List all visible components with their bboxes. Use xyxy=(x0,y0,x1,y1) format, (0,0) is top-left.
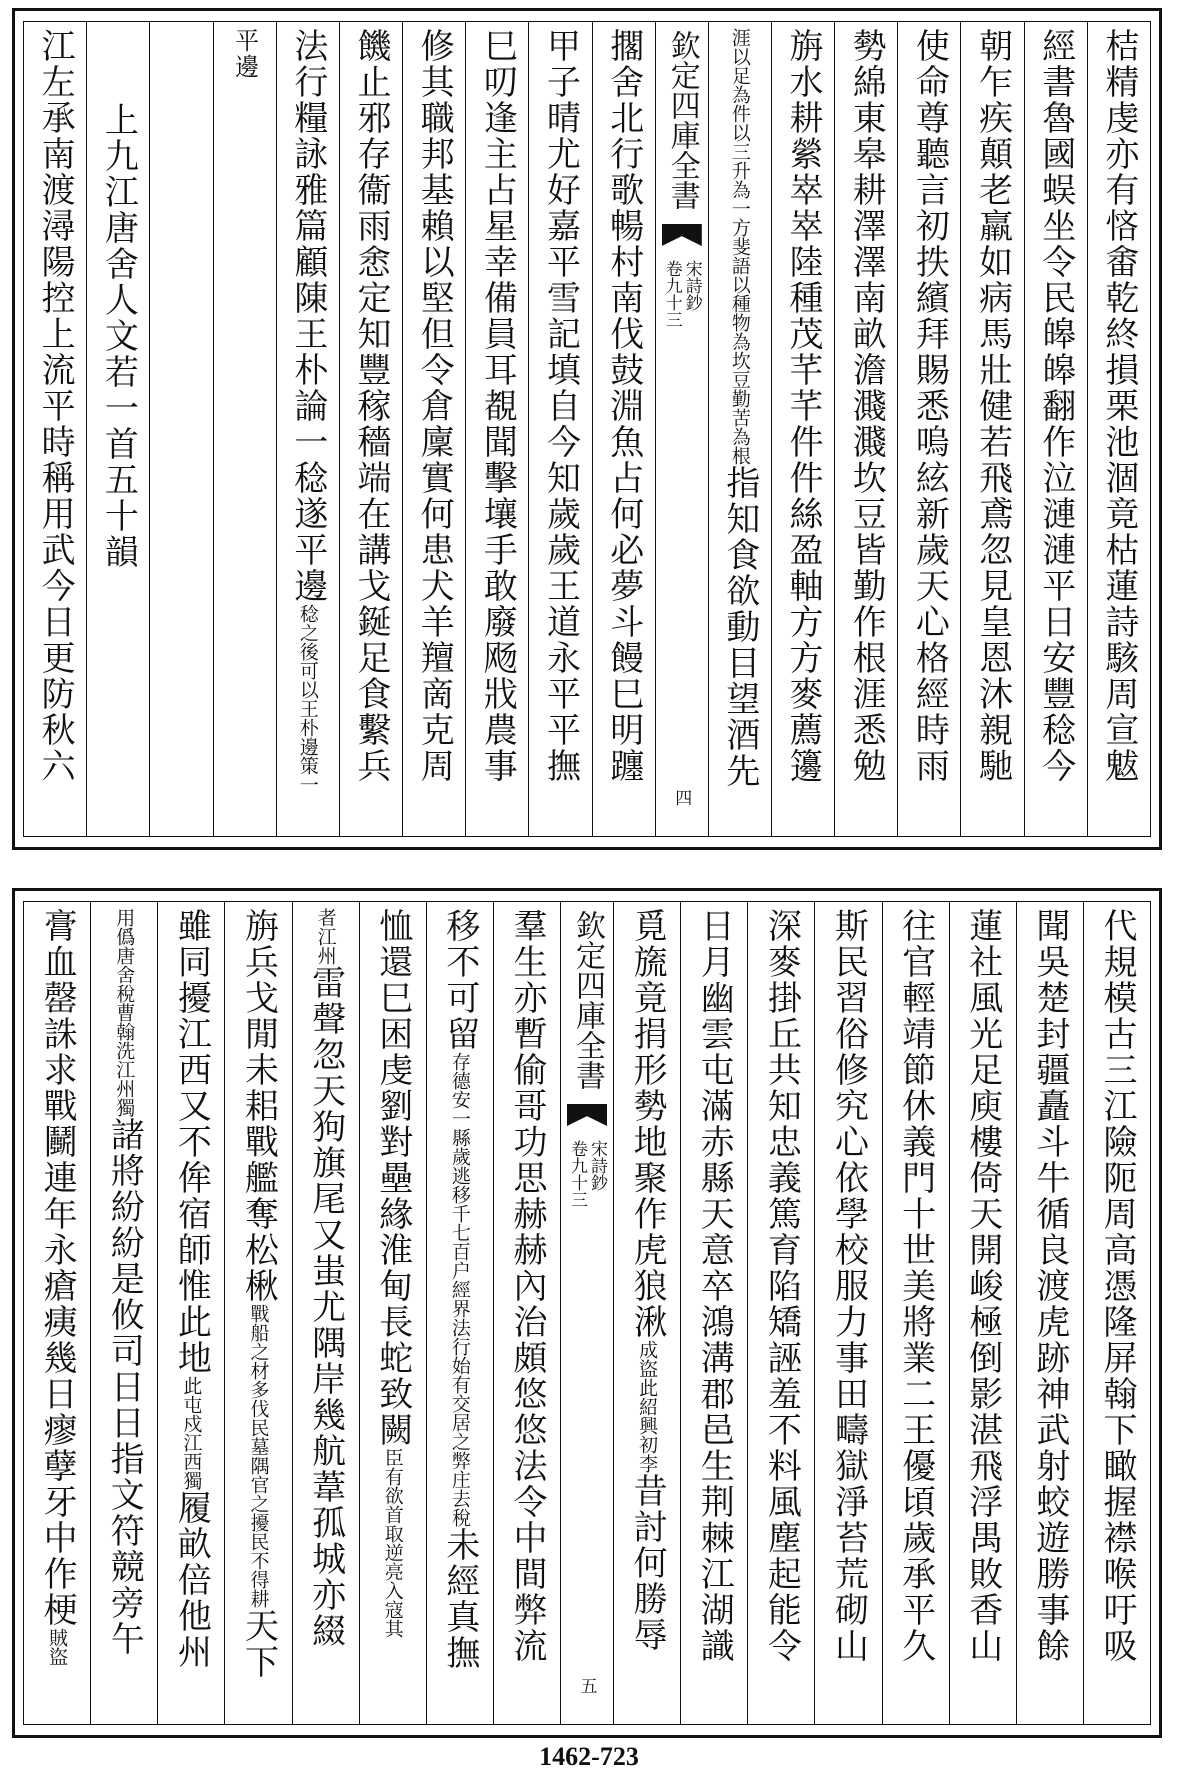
text-column: 斯民習俗修究心依學校服力事田疇獄淨苔荒砌山 xyxy=(814,902,881,1724)
bottom-page xyxy=(12,888,1162,1738)
book-title: 欽定四庫全書 xyxy=(570,910,605,1090)
volume-number: 卷九十三 xyxy=(567,1140,587,1208)
text-column: 饑止邪存衞雨悆定知豐稼穡端在講戈鋋足食繫兵 xyxy=(339,22,402,836)
book-title: 欽定四庫全書 xyxy=(664,30,700,210)
annotated-column: 移不可留 經界法行始有交居之弊庄去稅 存德安一縣歲逃移千七百户 未經真撫 xyxy=(426,902,493,1724)
text-column-short: 平邊 xyxy=(213,22,276,836)
bottom-columns xyxy=(23,901,1151,1725)
annotation: 逆亮入寇其 臣有欲首取 xyxy=(381,1448,404,1638)
annotated-column: 膏血罄誅求戰鬭連年永瘡痍幾日瘳孽牙中作梗 盜 賊 xyxy=(37,908,78,1666)
annotation: 盜 賊 xyxy=(46,1628,69,1666)
top-page xyxy=(12,8,1162,850)
folio-number: 四 xyxy=(671,789,692,806)
annotated-column: 旃兵戈閒未耜戰艦奪松楸 隅官之擾民不得耕 戰船之材多伐民墓 天下 xyxy=(224,902,291,1724)
collection-name: 宋詩鈔 xyxy=(681,260,702,311)
annotated-column: 雖同擾江西又不侔宿師惟此地 江西獨 此屯戍 履畝倍他州 xyxy=(157,902,224,1724)
text-column: 擱舍北行歌暢村南伐鼓淵魚占何必夢斗饅巳明躔 xyxy=(592,22,655,836)
annotation: 江西獨 此屯戍 xyxy=(180,1376,203,1490)
text-column: 聞吳楚封疆矗斗牛循良渡虎跡神武射蛟遊勝事餘 xyxy=(1016,902,1083,1724)
text-column: 勢綿東皋耕澤澤南畝澹濺濺坎豆皆勤作根涯悉勉 xyxy=(834,22,897,836)
text-column: 桔精虔亦有悋畬乾終損栗池涸竟枯蓮詩駭周宣魃 xyxy=(1087,22,1150,836)
text-column: 巳叨逢主占星幸備員耳覩聞擊壤手敢廢飏戕農事 xyxy=(465,22,528,836)
annotation: 紹興初李 成盜此 xyxy=(636,1340,659,1473)
annotation: 斐語以種物為坎豆勤苦為根 涯以足為件以三升為一方 xyxy=(728,28,751,465)
annotation: 王朴邊策一 稔之後可以 xyxy=(296,604,319,794)
text-column: 蓮社風光足庾樓倚天開峻極倒影湛飛浮禺敗香山 xyxy=(949,902,1016,1724)
annotated-column: 覓旒竟捐形勢地聚作虎狼湫 紹興初李 成盜此 昔討何勝辱 xyxy=(613,902,680,1724)
poem-title-column: 上九江唐舍人文若一首五十韻 xyxy=(86,22,149,836)
annotation: 江州 者 xyxy=(314,908,337,965)
annotation: 曹翰洗江州獨 用僞唐舍稅 xyxy=(113,908,136,1117)
annotated-column: 恤還巳困虔劉對壘緣淮甸長蛇致闕 逆亮入寇其 臣有欲首取 xyxy=(359,902,426,1724)
annotated-column: 法行糧詠雅篇顧陳王朴論一稔遂平邊 王朴邊策一 稔之後可以 xyxy=(276,22,339,836)
fishtail-mark xyxy=(567,1104,607,1126)
text-column: 使命尊聽言初抶繽拜賜悉嗚絃新歲天心格經時雨 xyxy=(897,22,960,836)
text-column: 甲子晴尤好嘉平雪記填自今知歲歲王道永平平撫 xyxy=(528,22,591,836)
text-column: 代規模古三江險阨周高憑隆屏翰下瞰握襟喉吁吸 xyxy=(1083,902,1150,1724)
fishtail-mark xyxy=(662,224,702,246)
text-column: 修其職邦基賴以堅但令倉廩實何患犬羊羶啇克周 xyxy=(402,22,465,836)
folio-number: 五 xyxy=(576,1677,597,1694)
text-column: 朝乍疾顛老羸如病馬壯健若飛鳶忽見皇恩沐親馳 xyxy=(960,22,1023,836)
center-fold xyxy=(560,902,613,1724)
volume-number: 卷九十三 xyxy=(661,260,682,328)
annotated-column: 斐語以種物為坎豆勤苦為根 涯以足為件以三升為一方 指知食欲動目望酒先 xyxy=(708,22,771,836)
top-columns xyxy=(23,21,1151,837)
collection-name: 宋詩鈔 xyxy=(587,1140,607,1191)
center-fold xyxy=(655,22,708,836)
text-column: 日月幽雲屯滿赤縣天意卒鴻溝郡邑生荆棘江湖識 xyxy=(680,902,747,1724)
text-column: 經書魯國蜈坐令民皞皞翻作泣漣漣平日安豐稔今 xyxy=(1024,22,1087,836)
text-column: 旃水耕縈崒崒陸種茂芊芊件件絲盈軸方方麥薦籩 xyxy=(771,22,834,836)
annotation: 經界法行始有交居之弊庄去稅 存德安一縣歲逃移千七百户 xyxy=(448,1052,471,1527)
text-column: 往官輕靖節休義門十世美將業二王優頃歲承平久 xyxy=(882,902,949,1724)
annotated-column: 曹翰洗江州獨 用僞唐舍稅 諸將紛紛是攸司日日指文符競旁午 xyxy=(90,902,157,1724)
page-reference-number: 1462-723 xyxy=(539,1742,639,1771)
text-column: 羣生亦暫偷哥功思赫赫內治頗悠悠法令中間弊流 xyxy=(493,902,560,1724)
text-column: 江左承南渡潯陽控上流平時稱用武今日更防秋六 xyxy=(35,28,76,784)
annotation: 隅官之擾民不得耕 戰船之材多伐民墓 xyxy=(247,1304,270,1608)
blank-column xyxy=(149,22,212,836)
text-column: 深麥掛丘共知忠義篤育陷矯誣羞不料風塵起能令 xyxy=(747,902,814,1724)
annotated-column: 江州 者 雷聲忽天狗旗尾又蚩尤隅岸幾航葦孤城亦綴 xyxy=(292,902,359,1724)
